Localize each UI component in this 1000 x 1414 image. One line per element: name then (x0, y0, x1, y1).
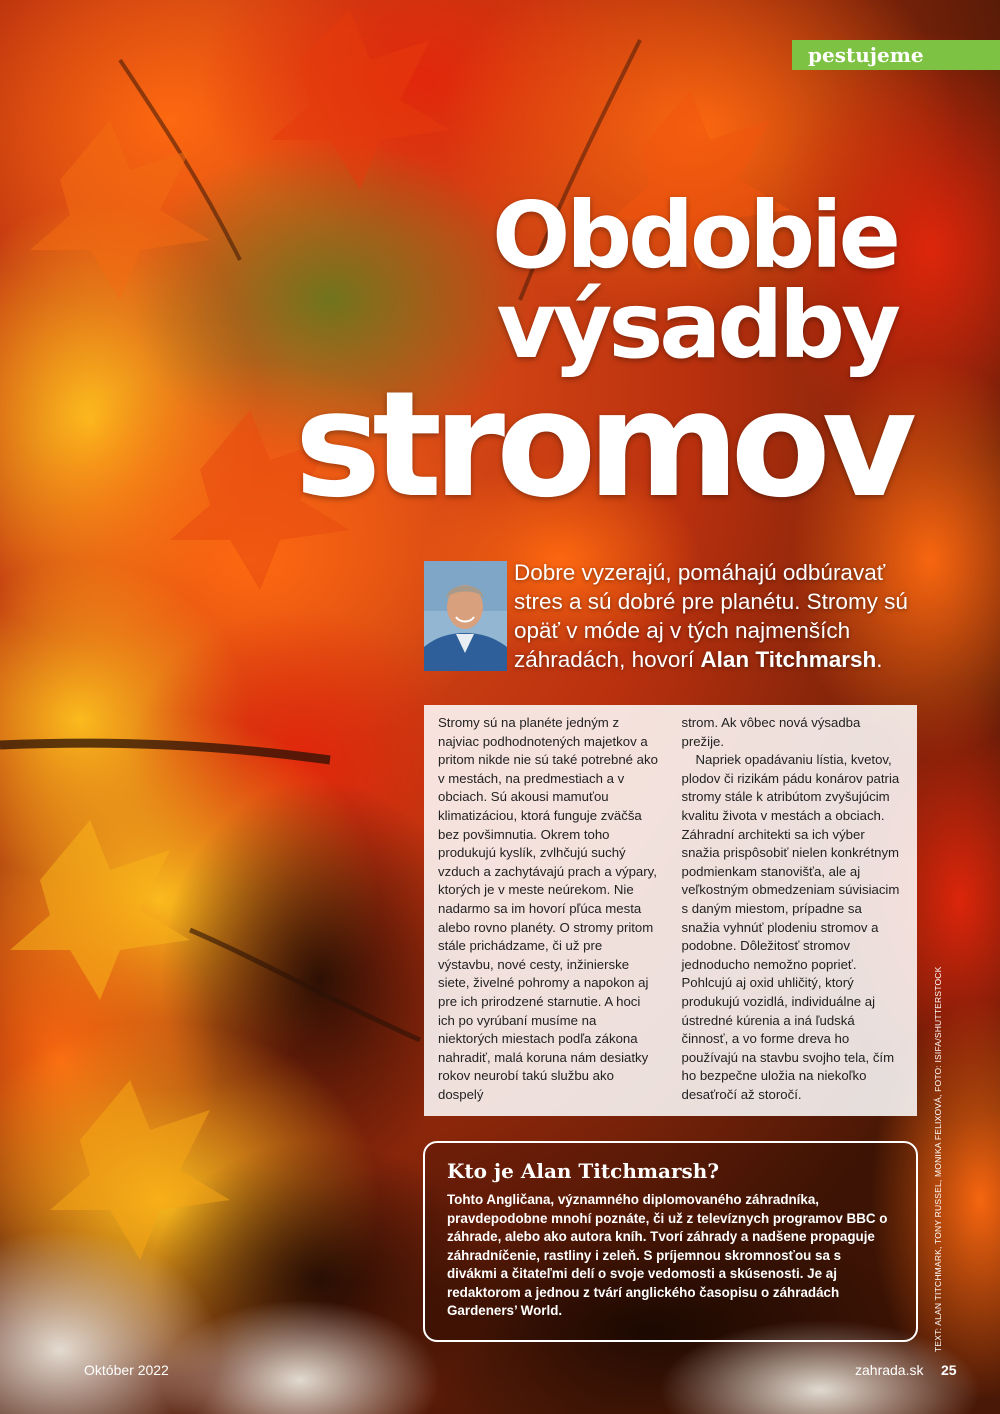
page-number: 25 (941, 1362, 957, 1378)
author-portrait (424, 561, 507, 671)
info-box-title: Kto je Alan Titchmarsh? (447, 1159, 720, 1183)
headline-line-2: výsadby (496, 272, 897, 379)
article-paragraph: Napriek opadávaniu lístia, kvetov, plodov či rizikám pádu konárov patria stromy stále k atribútom zvyšujúcim kvalitu života v mestách a obciach. Záhradní architekti sa ich výber snažia prispôsobiť nielen konkrétnym podmienkam stanovišťa, ale aj veľkostným obmedzeniam súvisiacim s daným miestom, prípadne sa snažia vyhnúť plodeniu stromov a podobne. Dôležitosť stromov jednoducho nemožno poprieť. Pohlcujú aj oxid uhličitý, ktorý produkujú vozidlá, individuálne aj ústredné kúrenia a iná ľudská činnosť, a vo forme dreva ho používajú na stavbu svojho tela, čím ho bezpečne uložia na niekoľko desaťročí až storočí. (681, 752, 900, 1102)
lead-text: Dobre vyzerajú, pomáhajú odbúravať stres a sú dobré pre planétu. Stromy sú opäť v móde aj v tých najmenších záhradách, hovorí (514, 560, 908, 672)
section-tag: pestujeme (792, 40, 1000, 70)
article-paragraph: strom. Ak vôbec nová výsadba prežije. (681, 715, 861, 749)
info-box-text: Tohto Angličana, významného diplomovaného záhradníka, pravdepodobne mnohí poznáte, či už z televíznych programov BBC o záhrade, alebo ako autora kníh. Tvorí záhrady a nadšene propaguje záhradníčenie, rastliny i zeleň. S príjemnou skromnosťou sa s divákmi a čitateľmi delí o svoje vedomosti a skúsenosti. Je aj redaktorom a jednou z tvárí anglického časopisu o záhradách Gardeners’ World. (447, 1192, 888, 1318)
article-column-1 (438, 714, 660, 1116)
footer-issue: Október 2022 (84, 1362, 169, 1378)
footer-site: zahrada.sk (855, 1362, 924, 1378)
article-body (424, 705, 917, 1116)
article-paragraph: Stromy sú na planéte jedným z najviac podhodnotených majetkov a pritom nikde nie sú také potrebné ako v mestách, na predmestiach a v obciach. Sú akousi mamuťou klimatizáciou, ktorá funguje zväčša bez povšimnutia. Okrem toho produkujú kyslík, zvlhčujú suchý vzduch a zachytávajú prach a výpary, ktorých je v meste neúrekom. Nie nadarmo sa im hovorí pľúca mesta alebo rovno planéty. O stromy pritom stále prichádzame, či už pre výstavbu, nové cesty, inžinierske siete, živelné pohromy a napokon aj pre ich prirodzené starnutie. A hoci ich po vyrúbaní musíme na niektorých miestach podľa zákona nahradiť, malá koruna nám desiatky rokov neurobí takú službu ako dospelý (438, 715, 658, 1102)
lead-end: . (876, 647, 883, 672)
headline-line-3: stromov (294, 360, 908, 530)
headline-line-1: Obdobie (492, 182, 897, 289)
photo-credit: TEXT: ALAN TITCHMARK, TONY RUSSEL, MONIKA FELIXOVÁ, FOTO: ISIFA/SHUTTERSTOCK (933, 966, 943, 1352)
lead-author: Alan Titchmarsh (700, 647, 877, 672)
lead-paragraph (514, 558, 934, 674)
article-column-2 (682, 714, 904, 1116)
info-box (423, 1141, 918, 1342)
